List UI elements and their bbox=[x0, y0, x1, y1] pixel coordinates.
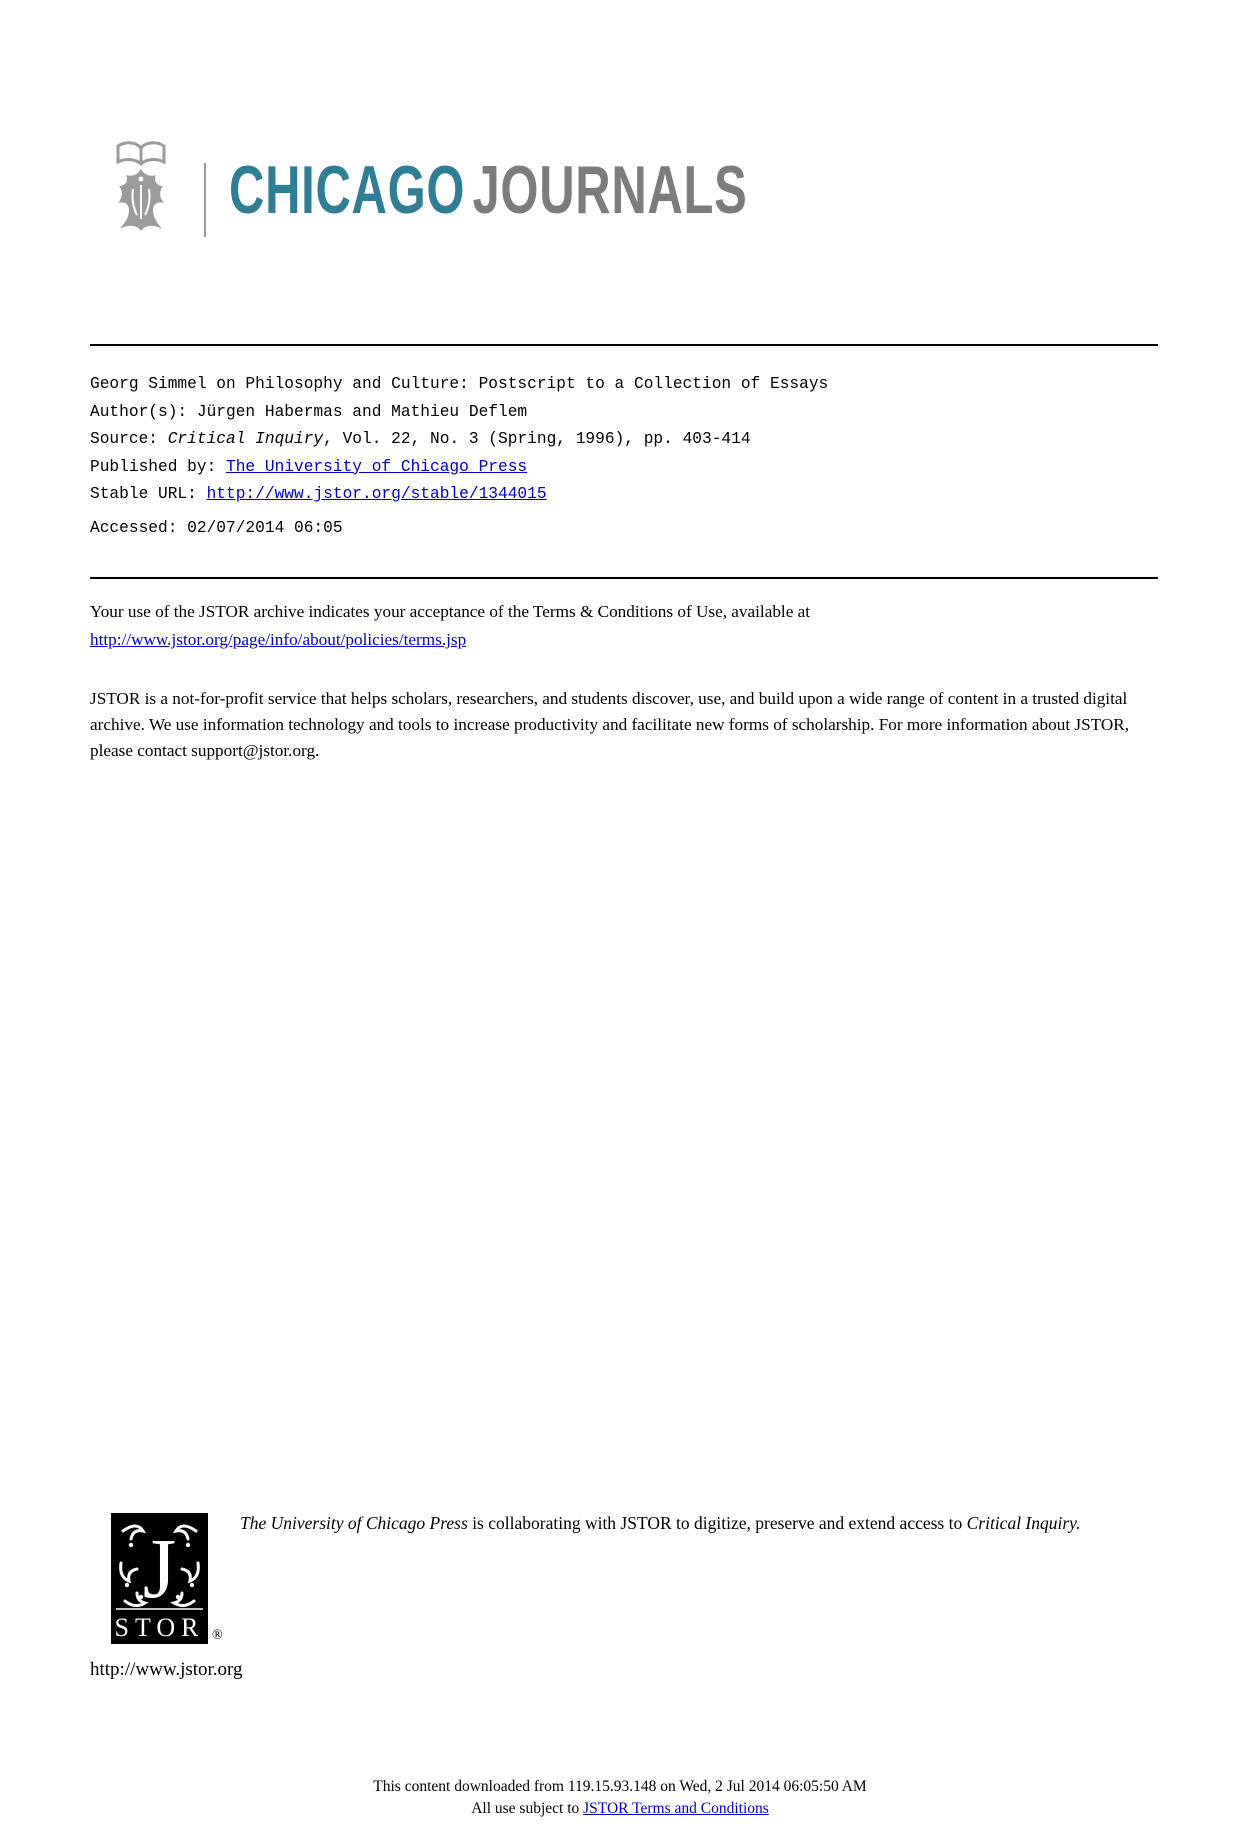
chicago-journals-wordmark bbox=[229, 152, 748, 228]
uchicago-phoenix-book-icon bbox=[103, 139, 179, 240]
jstor-homepage-url: http://www.jstor.org bbox=[90, 1659, 243, 1680]
collaboration-statement bbox=[240, 1509, 1230, 1537]
published-line bbox=[90, 454, 828, 482]
collab-journal: Critical Inquiry. bbox=[966, 1513, 1081, 1533]
source-detail: , Vol. 22, No. 3 (Spring, 1996), pp. 403-414 bbox=[323, 430, 751, 448]
stable-url-line bbox=[90, 481, 828, 509]
jstor-logo-stor: STOR bbox=[114, 1613, 205, 1642]
stable-url-link[interactable]: http://www.jstor.org/stable/1344015 bbox=[206, 485, 547, 503]
terms-paragraph bbox=[90, 598, 1160, 654]
publisher-link[interactable]: The University of Chicago Press bbox=[226, 457, 528, 476]
wordmark-chicago: CHICAGO bbox=[229, 152, 466, 228]
author-line: Author(s): Jürgen Habermas and Mathieu Deflem bbox=[90, 402, 528, 421]
source-line bbox=[90, 426, 828, 454]
published-label: Published by: bbox=[90, 457, 226, 476]
source-journal-title: Critical Inquiry bbox=[167, 430, 324, 448]
terms-text: Your use of the JSTOR archive indicates your acceptance of the Terms & Conditions of Use, available at bbox=[90, 602, 811, 621]
collab-publisher: The University of Chicago Press bbox=[240, 1513, 468, 1533]
use-subject-text: All use subject to bbox=[471, 1799, 584, 1817]
jstor-logo bbox=[111, 1513, 208, 1649]
downloaded-from-line: This content downloaded from 119.15.93.148 on Wed, 2 Jul 2014 06:05:50 AM bbox=[373, 1778, 867, 1795]
accessed-line: Accessed: 02/07/2014 06:05 bbox=[90, 518, 343, 537]
footer-terms-link[interactable]: JSTOR Terms and Conditions bbox=[583, 1799, 769, 1817]
citation-block bbox=[90, 371, 828, 542]
source-label: Source: bbox=[90, 430, 168, 448]
download-footer bbox=[0, 1776, 1240, 1819]
horizontal-rule-citation-bottom bbox=[90, 577, 1158, 579]
terms-link[interactable]: http://www.jstor.org/page/info/about/policies/terms.jsp bbox=[90, 630, 467, 649]
article-title: Georg Simmel on Philosophy and Culture: Postscript to a Collection of Essays bbox=[90, 375, 829, 393]
brand-divider bbox=[204, 163, 206, 237]
wordmark-journals: JOURNALS bbox=[472, 152, 748, 228]
collab-middle-text: is collaborating with JSTOR to digitize, preserve and extend access to bbox=[467, 1513, 967, 1533]
about-jstor-paragraph: JSTOR is a not-for-profit service that helps scholars, researchers, and students discover, use, and build upon a wide range of content in a trusted digital archive. We use information technology and tools to increase productivity and facilitate new forms of scholarship. For more information about JSTOR, please contact support@jstor.org. bbox=[90, 689, 1130, 760]
use-subject-line bbox=[0, 1798, 1240, 1820]
registered-trademark-symbol: ® bbox=[212, 1628, 223, 1643]
horizontal-rule-top bbox=[90, 344, 1158, 346]
jstor-logo-j: J bbox=[142, 1520, 177, 1616]
stable-url-label: Stable URL: bbox=[90, 485, 207, 503]
